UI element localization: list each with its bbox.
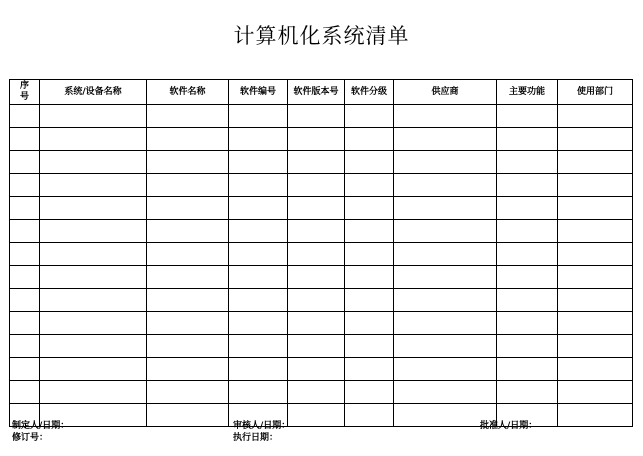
table-cell[interactable] xyxy=(394,174,497,197)
table-cell[interactable] xyxy=(558,174,633,197)
table-cell[interactable] xyxy=(147,312,229,335)
header-cell-software-name: 软件名称 xyxy=(147,80,229,105)
system-inventory-table xyxy=(9,79,633,427)
table-cell[interactable] xyxy=(10,243,40,266)
table-cell[interactable] xyxy=(558,105,633,128)
table-cell[interactable] xyxy=(497,335,558,358)
table-cell[interactable] xyxy=(288,105,345,128)
table-cell[interactable] xyxy=(394,243,497,266)
table-cell[interactable] xyxy=(558,312,633,335)
table-cell[interactable] xyxy=(147,266,229,289)
table-cell[interactable] xyxy=(288,266,345,289)
table-row xyxy=(10,358,633,381)
table-cell[interactable] xyxy=(10,335,40,358)
table-cell[interactable] xyxy=(147,220,229,243)
table-cell[interactable] xyxy=(10,197,40,220)
table-cell[interactable] xyxy=(147,381,229,404)
table-cell[interactable] xyxy=(229,220,288,243)
table-cell[interactable] xyxy=(394,335,497,358)
table-row xyxy=(10,105,633,128)
table-cell[interactable] xyxy=(229,358,288,381)
table-cell[interactable] xyxy=(40,358,147,381)
footer-middle xyxy=(233,420,290,444)
table-cell[interactable] xyxy=(394,381,497,404)
table-cell[interactable] xyxy=(229,312,288,335)
table-cell[interactable] xyxy=(394,151,497,174)
table-cell[interactable] xyxy=(147,174,229,197)
header-cell-serial-no: 序号 xyxy=(10,80,40,105)
table-cell[interactable] xyxy=(147,151,229,174)
footer-left xyxy=(12,420,69,444)
table-cell[interactable] xyxy=(40,174,147,197)
table-cell[interactable] xyxy=(147,243,229,266)
table-cell[interactable] xyxy=(558,151,633,174)
table-cell[interactable] xyxy=(147,358,229,381)
table-cell[interactable] xyxy=(10,381,40,404)
table-cell[interactable] xyxy=(497,105,558,128)
table-cell[interactable] xyxy=(147,335,229,358)
signature-footer xyxy=(0,420,643,450)
table-cell[interactable] xyxy=(558,381,633,404)
table-cell[interactable] xyxy=(147,128,229,151)
table-cell[interactable] xyxy=(558,266,633,289)
table-cell[interactable] xyxy=(10,151,40,174)
table-row xyxy=(10,197,633,220)
table-row xyxy=(10,289,633,312)
table-cell[interactable] xyxy=(288,381,345,404)
table-cell[interactable] xyxy=(10,266,40,289)
table-cell[interactable] xyxy=(345,128,394,151)
table-row xyxy=(10,312,633,335)
table-cell[interactable] xyxy=(40,128,147,151)
table-cell[interactable] xyxy=(10,128,40,151)
table-cell[interactable] xyxy=(10,289,40,312)
table-cell[interactable] xyxy=(288,174,345,197)
table-cell[interactable] xyxy=(10,358,40,381)
page-title: 计算机化系统清单 xyxy=(233,24,410,48)
table-cell[interactable] xyxy=(497,358,558,381)
table-cell[interactable] xyxy=(288,220,345,243)
table-cell[interactable] xyxy=(288,197,345,220)
table-cell[interactable] xyxy=(40,243,147,266)
table-cell[interactable] xyxy=(345,174,394,197)
table-body xyxy=(10,105,633,427)
table-cell[interactable] xyxy=(345,358,394,381)
table-cell[interactable] xyxy=(40,197,147,220)
table-row xyxy=(10,381,633,404)
table-cell[interactable] xyxy=(394,220,497,243)
table-cell[interactable] xyxy=(497,174,558,197)
table-cell[interactable] xyxy=(40,312,147,335)
table-cell[interactable] xyxy=(558,220,633,243)
table-cell[interactable] xyxy=(10,105,40,128)
header-cell-software-id: 软件编号 xyxy=(229,80,288,105)
table-header-row xyxy=(10,80,633,105)
table-cell[interactable] xyxy=(497,266,558,289)
table-cell[interactable] xyxy=(345,220,394,243)
table-cell[interactable] xyxy=(558,335,633,358)
revision-no-label: 修订号： xyxy=(12,433,49,443)
table-row xyxy=(10,128,633,151)
table-row xyxy=(10,220,633,243)
table-cell[interactable] xyxy=(288,151,345,174)
table-cell[interactable] xyxy=(497,220,558,243)
table-cell[interactable] xyxy=(497,312,558,335)
table-cell[interactable] xyxy=(229,197,288,220)
table-cell[interactable] xyxy=(345,266,394,289)
table-cell[interactable] xyxy=(288,289,345,312)
table-row xyxy=(10,335,633,358)
header-cell-main-function: 主要功能 xyxy=(497,80,558,105)
table-cell[interactable] xyxy=(40,266,147,289)
table-cell[interactable] xyxy=(394,105,497,128)
table-cell[interactable] xyxy=(229,243,288,266)
header-cell-software-version: 软件版本号 xyxy=(288,80,345,105)
table-row xyxy=(10,151,633,174)
table-cell[interactable] xyxy=(497,243,558,266)
table-cell[interactable] xyxy=(345,105,394,128)
table-cell[interactable] xyxy=(394,312,497,335)
table-cell[interactable] xyxy=(147,105,229,128)
table-cell[interactable] xyxy=(497,151,558,174)
table-row xyxy=(10,266,633,289)
approved-by-label: 批准人/日期： xyxy=(480,421,538,431)
table-row xyxy=(10,243,633,266)
table-cell[interactable] xyxy=(229,128,288,151)
table-cell[interactable] xyxy=(345,289,394,312)
table-cell[interactable] xyxy=(229,105,288,128)
table-cell[interactable] xyxy=(40,105,147,128)
footer-right xyxy=(480,420,537,432)
table-cell[interactable] xyxy=(345,197,394,220)
table-cell[interactable] xyxy=(288,312,345,335)
table-cell[interactable] xyxy=(345,243,394,266)
table-cell[interactable] xyxy=(288,335,345,358)
header-cell-system-name: 系统/设备名称 xyxy=(40,80,147,105)
table-cell[interactable] xyxy=(497,381,558,404)
table-cell[interactable] xyxy=(288,128,345,151)
table-cell[interactable] xyxy=(394,128,497,151)
table-cell[interactable] xyxy=(147,289,229,312)
table-cell[interactable] xyxy=(394,358,497,381)
table-cell[interactable] xyxy=(229,174,288,197)
table-cell[interactable] xyxy=(558,197,633,220)
effective-date-label: 执行日期： xyxy=(233,433,279,443)
table-cell[interactable] xyxy=(558,358,633,381)
table-cell[interactable] xyxy=(10,174,40,197)
table-cell[interactable] xyxy=(497,289,558,312)
table-cell[interactable] xyxy=(558,289,633,312)
table-cell[interactable] xyxy=(40,335,147,358)
header-cell-software-class: 软件分级 xyxy=(345,80,394,105)
table-cell[interactable] xyxy=(40,220,147,243)
table-cell[interactable] xyxy=(229,151,288,174)
table-cell[interactable] xyxy=(288,243,345,266)
table-cell[interactable] xyxy=(147,197,229,220)
table-cell[interactable] xyxy=(40,381,147,404)
table-cell[interactable] xyxy=(558,243,633,266)
table-row xyxy=(10,174,633,197)
table-cell[interactable] xyxy=(345,381,394,404)
table-cell[interactable] xyxy=(497,128,558,151)
table-cell[interactable] xyxy=(10,220,40,243)
table-cell[interactable] xyxy=(10,312,40,335)
header-cell-using-department: 使用部门 xyxy=(558,80,633,105)
header-cell-supplier: 供应商 xyxy=(394,80,497,105)
table-cell[interactable] xyxy=(229,335,288,358)
table-cell[interactable] xyxy=(394,266,497,289)
table-cell[interactable] xyxy=(40,151,147,174)
table-cell[interactable] xyxy=(229,289,288,312)
table-cell[interactable] xyxy=(558,128,633,151)
table-cell[interactable] xyxy=(345,335,394,358)
table-cell[interactable] xyxy=(229,266,288,289)
table-cell[interactable] xyxy=(345,151,394,174)
table-cell[interactable] xyxy=(497,197,558,220)
reviewed-by-label: 审核人/日期： xyxy=(233,421,291,431)
table-cell[interactable] xyxy=(345,312,394,335)
table-cell[interactable] xyxy=(40,289,147,312)
prepared-by-label: 制定人/日期： xyxy=(12,421,70,431)
table-cell[interactable] xyxy=(394,289,497,312)
table-cell[interactable] xyxy=(288,358,345,381)
table-cell[interactable] xyxy=(394,197,497,220)
table-cell[interactable] xyxy=(229,381,288,404)
